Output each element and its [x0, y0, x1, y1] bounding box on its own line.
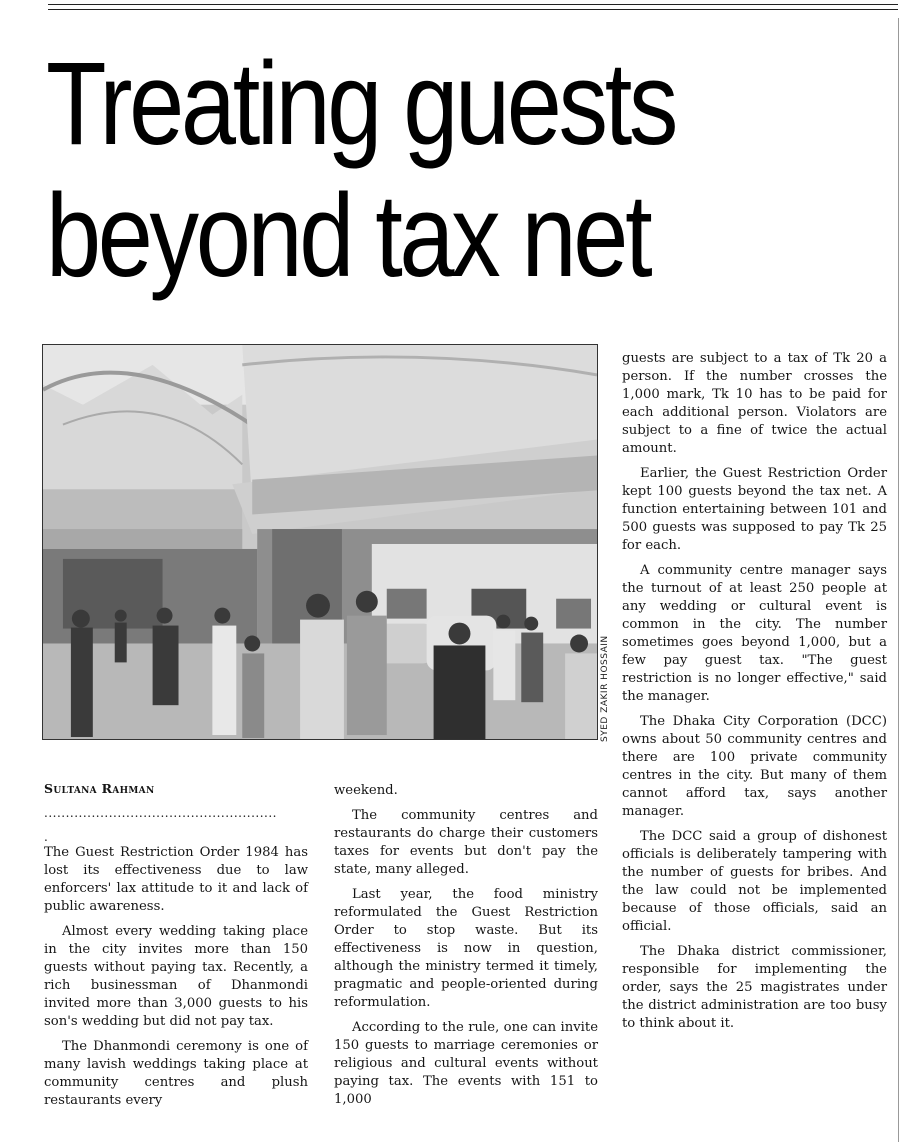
wedding-venue-photo-illustration [43, 345, 597, 739]
article-column-2 [334, 782, 598, 1116]
byline-separator: ...................................................... [44, 806, 277, 820]
paragraph: guests are subject to a tax of Tk 20 a person. If the number crosses the 1,000 mark, Tk 10 has to be paid for each additional person. Violators are subject to a fine of twice the actual amount. [622, 351, 887, 456]
photo-credit: SYED ZAKIR HOSSAIN [600, 635, 610, 742]
headline [46, 38, 752, 302]
byline: Sultana Rahman [44, 781, 155, 796]
paragraph: Earlier, the Guest Restriction Order kept 100 guests beyond the tax net. A function entertaining between 101 and 500 guests was supposed to pay Tk 25 for each. [622, 466, 887, 553]
paragraph: The Dhaka district commissioner, responsible for implementing the order, says the 25 magistrates under the district administration are too busy to think about it. [622, 944, 887, 1031]
paragraph: The Dhaka City Corporation (DCC) owns about 50 community centres and there are 100 private community centres in the city. But many of them cannot afford tax, says another manager. [622, 714, 887, 819]
article-column-1 [44, 780, 308, 1117]
headline-line-2: beyond tax net [46, 170, 650, 302]
top-rule-secondary [48, 9, 898, 10]
paragraph: weekend. [334, 783, 398, 798]
paragraph: The community centres and restaurants do charge their customers taxes for events but don't pay the state, many alleged. [334, 808, 598, 877]
paragraph: The Guest Restriction Order 1984 has lost its effectiveness due to law enforcers' lax attitude to it and lack of public awareness. [44, 845, 308, 914]
paragraph: The DCC said a group of dishonest officials is deliberately tampering with the number of guests for bribes. And the law could not be implemented because of those officials, said an official. [622, 829, 887, 934]
separator-tail: . [44, 830, 48, 844]
paragraph: The Dhanmondi ceremony is one of many lavish weddings taking place at community centres and plush restaurants every [44, 1039, 308, 1108]
right-column-rule [898, 18, 899, 1142]
top-rule [48, 4, 898, 5]
paragraph: According to the rule, one can invite 150 guests to marriage ceremonies or religious and cultural events without paying tax. The events with 151 to 1,000 [334, 1020, 598, 1107]
paragraph: Almost every wedding taking place in the city invites more than 150 guests without paying tax. Recently, a rich businessman of Dhanmondi invited more than 3,000 guests to his son's wedding but did not pay tax. [44, 924, 308, 1029]
paragraph: A community centre manager says the turnout of at least 250 people at any wedding or cultural event is common in the city. The number sometimes goes beyond 1,000, but a few pay guest tax. "The guest restriction is no longer effective," said the manager. [622, 563, 887, 704]
headline-line-1: Treating guests [46, 38, 676, 170]
news-photo [42, 344, 598, 740]
paragraph: Last year, the food ministry reformulated the Guest Restriction Order to stop waste. But its effectiveness is now in question, although the ministry termed it timely, pragmatic and people-oriented during reformulation. [334, 887, 598, 1010]
article-column-3 [622, 350, 887, 1040]
